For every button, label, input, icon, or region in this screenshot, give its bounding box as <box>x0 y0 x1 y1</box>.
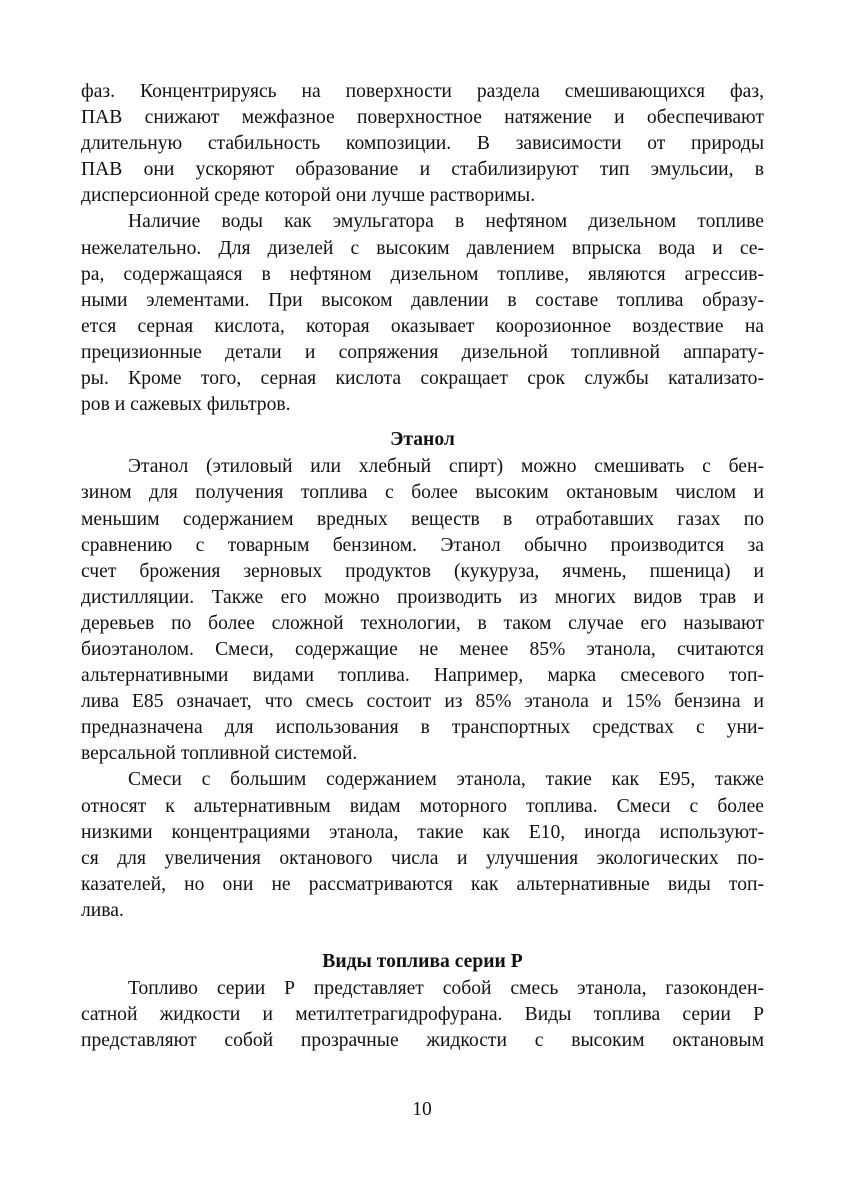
text-line: Наличие воды как эмульгатора в нефтяном дизельном топливе <box>128 211 764 233</box>
section-heading-ethanol: Этанол <box>390 429 455 451</box>
text-line: ется серная кислота, которая оказывает коорозионное воздествие на <box>81 315 764 337</box>
text-line: ными элементами. При высоком давлении в составе топлива образу- <box>81 289 764 311</box>
text-line: Этанол (этиловый или хлебный спирт) можно смешивать с бен- <box>128 456 764 478</box>
text-line: представляют собой прозрачные жидкости с высоким октановым <box>81 1030 764 1052</box>
text-line: зином для получения топлива с более высоким октановым числом и <box>81 482 764 504</box>
text-line: Топливо серии Р представляет собой смесь этанола, газоконден- <box>128 978 764 1000</box>
text-line: фаз. Концентрируясь на поверхности раздела смешивающихся фаз, <box>81 81 764 102</box>
text-line: предназначена для использования в транспортных средствах с уни- <box>81 717 764 739</box>
text-line: версальной топливной системой. <box>81 743 358 765</box>
paragraph-water-emulsifier <box>81 209 764 418</box>
text-line: дистилляции. Также его можно производить из многих видов трав и <box>81 586 764 608</box>
text-line: ра, содержащаяся в нефтяном дизельном топливе, являются агрессив- <box>81 263 764 285</box>
text-line: ПАВ они ускоряют образование и стабилизируют тип эмульсии, в <box>81 159 764 181</box>
text-line: деревьев по более сложной технологии, в таком случае его называют <box>81 612 764 634</box>
text-line: ся для увеличения октанового числа и улучшения экологических по- <box>81 847 764 869</box>
text-line: казателей, но они не рассматриваются как альтернативные виды топ- <box>81 873 764 895</box>
text-line: счет брожения зерновых продуктов (кукуруза, ячмень, пшеница) и <box>81 560 764 582</box>
text-line: низкими концентрациями этанола, такие как Е10, иногда используют- <box>81 821 764 843</box>
text-line: лива. <box>81 899 124 921</box>
text-line: ры. Кроме того, серная кислота сокращает срок службы катализато- <box>81 368 764 390</box>
text-line: Смеси с большим содержанием этанола, такие как Е95, также <box>128 769 764 791</box>
text-line: нежелательно. Для дизелей с высоким давлением впрыска вода и се- <box>81 237 764 259</box>
paragraph-surfactants <box>81 79 764 209</box>
text-line: ПАВ снижают межфазное поверхностное натяжение и обеспечивают <box>81 107 764 129</box>
paragraph-ethanol-intro <box>81 454 764 767</box>
text-line: ров и сажевых фильтров. <box>81 394 291 416</box>
paragraph-series-p <box>81 976 764 1054</box>
text-line: относят к альтернативным видам моторного топлива. Смеси с более <box>81 795 764 817</box>
text-line: сравнению с товарным бензином. Этанол обычно производится за <box>81 534 764 556</box>
text-line: лива Е85 означает, что смесь состоит из 85% этанола и 15% бензина и <box>81 691 764 713</box>
page-body <box>81 79 764 1054</box>
text-line: сатной жидкости и метилтетрагидрофурана. Виды топлива серии Р <box>81 1004 764 1026</box>
section-heading-series-p: Виды топлива серии Р <box>322 951 523 972</box>
text-line: биоэтанолом. Смеси, содержащие не менее 85% этанола, считаются <box>81 638 764 660</box>
text-line: альтернативными видами топлива. Например, марка смесевого топ- <box>81 665 764 687</box>
paragraph-ethanol-blends <box>81 767 764 924</box>
text-line: дисперсионной среде которой они лучше растворимы. <box>81 185 536 207</box>
text-line: длительную стабильность композиции. В зависимости от природы <box>81 133 764 155</box>
page-number: 10 <box>412 1099 432 1120</box>
text-line: меньшим содержанием вредных веществ в отработавших газах по <box>81 508 764 530</box>
text-line: прецизионные детали и сопряжения дизельной топливной аппарату- <box>81 341 764 363</box>
